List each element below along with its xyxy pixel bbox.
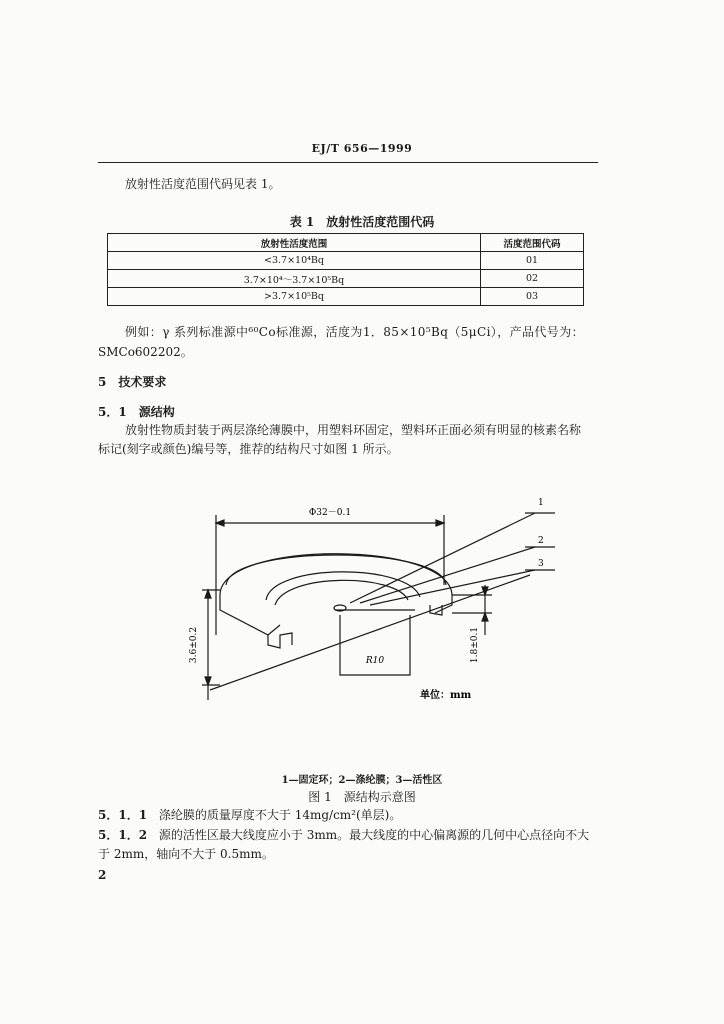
table-cell-code: 01 — [481, 252, 584, 270]
table-cell-code: 03 — [481, 288, 584, 306]
table-cell-range: <3.7×10⁴Bq — [108, 252, 481, 270]
clause-5-1-1-number: 5．1．1 — [98, 808, 148, 822]
section-5-1-title: 5．1 源结构 — [98, 405, 175, 419]
section-5-1-line-2: 标记(刻字或颜色)编号等，推荐的结构尺寸如图 1 所示。 — [98, 442, 399, 456]
clause-5-1-2 — [98, 826, 589, 845]
table-cell-code: 02 — [481, 270, 584, 288]
table-row — [108, 252, 584, 270]
dimension-thickness: 1.8±0.1 — [470, 626, 480, 664]
header-rule — [98, 162, 598, 163]
table-cell-range: 3.7×10⁴～3.7×10⁵Bq — [108, 270, 481, 288]
clause-5-1-1 — [98, 806, 401, 825]
dimension-height: 3.6±0.2 — [189, 626, 199, 664]
figure-caption: 图 1 源结构示意图 — [308, 790, 416, 804]
table-header-code: 活度范围代码 — [481, 234, 584, 252]
section-5-title: 5 技术要求 — [98, 375, 167, 389]
table-caption: 表 1 放射性活度范围代码 — [289, 215, 435, 229]
example-line-1: 例如：γ 系列标准源中⁶⁰Co标准源，活度为1．85×10⁵Bq（5μCi），产品代号为： — [125, 325, 585, 339]
table-header-row — [108, 234, 584, 252]
page-number: 2 — [98, 868, 107, 882]
units-label: 单位：mm — [420, 690, 472, 701]
clause-5-1-2-line-2: 于 2mm，轴向不大于 0.5mm。 — [98, 847, 274, 861]
activity-range-table — [107, 233, 584, 306]
figure-legend: 1—固定环；2—涤纶膜；3—活性区 — [281, 775, 443, 786]
dimension-radius: R10 — [365, 656, 385, 666]
table-row — [108, 288, 584, 306]
source-structure-diagram — [180, 485, 570, 715]
standard-code: EJ/T 656—1999 — [311, 142, 413, 155]
table-row — [108, 270, 584, 288]
callout-3: 3 — [538, 559, 544, 569]
table-header-range: 放射性活度范围 — [108, 234, 481, 252]
intro-text: 放射性活度范围代码见表 1。 — [125, 177, 281, 191]
table-cell-range: >3.7×10⁵Bq — [108, 288, 481, 306]
callout-2: 2 — [538, 536, 544, 546]
dimension-diameter: Φ32－0.1 — [308, 508, 352, 518]
clause-5-1-1-text: 涤纶膜的质量厚度不大于 14mg/cm²(单层)。 — [158, 808, 402, 822]
clause-5-1-2-text: 源的活性区最大线度应小于 3mm。最大线度的中心偏离源的几何中心点径向不大 — [158, 828, 590, 842]
example-line-2: SMCo602202。 — [98, 345, 193, 359]
section-5-1-line-1: 放射性物质封装于两层涤纶薄膜中，用塑料环固定，塑料环正面必须有明显的核素名称 — [125, 423, 582, 437]
clause-5-1-2-number: 5．1．2 — [98, 828, 148, 842]
callout-1: 1 — [538, 498, 544, 508]
